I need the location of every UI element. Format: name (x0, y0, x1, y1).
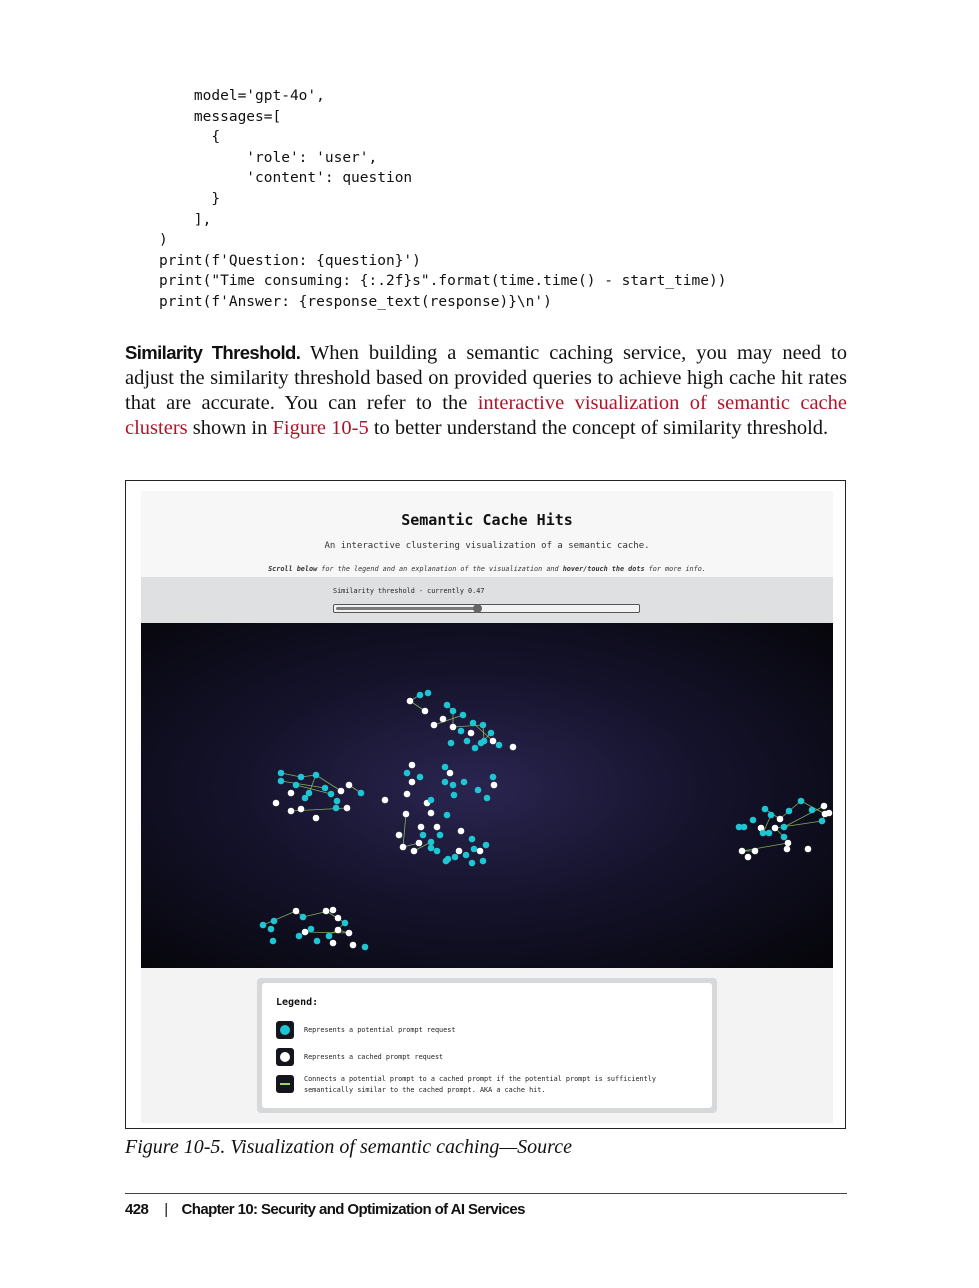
potential-prompt-dot[interactable] (471, 846, 478, 853)
legend-panel (262, 983, 712, 1108)
cluster-visualization (141, 623, 833, 968)
cache-hit-link (316, 775, 341, 791)
potential-prompt-dot[interactable] (478, 740, 485, 747)
potential-prompt-dot[interactable] (781, 834, 788, 841)
potential-prompt-dot[interactable] (271, 918, 278, 925)
potential-prompt-dot[interactable] (766, 830, 773, 837)
potential-prompt-dot[interactable] (444, 702, 451, 709)
code-line: ], (159, 211, 212, 228)
figure-title: Semantic Cache Hits (401, 511, 573, 529)
potential-prompt-dot[interactable] (296, 933, 303, 940)
cached-prompt-dot[interactable] (490, 738, 497, 745)
cached-prompt-dot[interactable] (510, 744, 517, 751)
paragraph-text: to better understand the concept of similarity threshold. (368, 417, 829, 439)
slider-label: Similarity threshold - currently 0.47 (333, 587, 485, 595)
legend-text: Represents a potential prompt request (304, 1026, 456, 1034)
cached-prompt-dot[interactable] (298, 806, 305, 813)
potential-prompt-dot[interactable] (328, 791, 335, 798)
cached-prompt-dot[interactable] (784, 846, 791, 853)
potential-prompt-dot[interactable] (496, 742, 503, 749)
cached-prompt-dot[interactable] (785, 840, 792, 847)
cached-prompt-dot[interactable] (293, 908, 300, 915)
cache-hit-link (742, 843, 788, 851)
cached-prompt-dot[interactable] (330, 940, 337, 947)
cached-prompt-dot[interactable] (422, 708, 429, 715)
body-paragraph (125, 340, 847, 441)
cached-prompt-dot[interactable] (404, 791, 411, 798)
note-emphasis: hover/touch the dots (562, 565, 645, 573)
cached-prompt-dot[interactable] (382, 797, 389, 804)
cached-prompt-dot[interactable] (338, 788, 345, 795)
potential-prompt-dot[interactable] (461, 779, 468, 786)
cached-prompt-dot[interactable] (346, 930, 353, 937)
cached-prompt-dot[interactable] (456, 848, 463, 855)
code-line: model='gpt-4o', (159, 88, 325, 104)
cached-prompt-dot[interactable] (396, 832, 403, 839)
cached-prompt-dot[interactable] (447, 770, 454, 777)
potential-prompt-dot[interactable] (460, 712, 467, 719)
potential-prompt-dot[interactable] (326, 933, 333, 940)
potential-prompt-dot[interactable] (483, 842, 490, 849)
potential-prompt-dot[interactable] (450, 708, 457, 715)
note-text: for more info. (644, 565, 706, 573)
footer-rule (125, 1193, 847, 1194)
cached-prompt-dot[interactable] (752, 848, 759, 855)
cache-hit-link (434, 715, 463, 725)
chapter-title: Chapter 10: Security and Optimization of AI Services (181, 1201, 525, 1218)
cached-prompt-dot[interactable] (450, 724, 457, 731)
potential-prompt-dot[interactable] (819, 818, 826, 825)
potential-prompt-dot[interactable] (809, 807, 816, 814)
page-footer (125, 1201, 525, 1218)
cached-prompt-dot[interactable] (416, 840, 423, 847)
figure-caption: Figure 10-5. Visualization of semantic caching—Source (125, 1136, 572, 1158)
potential-prompt-dot[interactable] (298, 774, 305, 781)
cached-prompt-dot[interactable] (477, 848, 484, 855)
potential-prompt-dot[interactable] (362, 944, 369, 951)
potential-prompt-dot[interactable] (300, 914, 307, 921)
potential-prompt-dot[interactable] (469, 836, 476, 843)
code-line: { (159, 129, 221, 146)
code-block (159, 86, 726, 313)
paragraph-text: shown in (187, 417, 273, 439)
potential-prompt-dot[interactable] (781, 824, 788, 831)
note-emphasis: Scroll below (268, 565, 318, 573)
cached-prompt-dot[interactable] (418, 824, 425, 831)
potential-prompt-dot[interactable] (760, 830, 767, 837)
cached-prompt-dot[interactable] (468, 730, 475, 737)
cached-prompt-dot[interactable] (350, 942, 357, 949)
legend-text: Connects a potential prompt to a cached prompt if the potential prompt is sufficiently semantically similar to the cached prompt. AKA a cache hit. (304, 1075, 656, 1094)
cached-prompt-dot[interactable] (346, 782, 353, 789)
legend-title: Legend: (276, 997, 319, 1008)
potential-prompt-dot[interactable] (358, 790, 365, 797)
code-line: 'content': question (159, 170, 413, 187)
potential-prompt-dot[interactable] (333, 805, 340, 812)
code-line: ) (159, 232, 168, 249)
potential-prompt-dot[interactable] (741, 824, 748, 831)
potential-prompt-dot[interactable] (451, 792, 458, 799)
cached-prompt-dot[interactable] (273, 800, 280, 807)
potential-prompt-dot[interactable] (470, 720, 477, 727)
potential-prompt-dot[interactable] (798, 798, 805, 805)
cached-prompt-dot[interactable] (821, 803, 828, 810)
potential-prompt-dot[interactable] (750, 817, 757, 824)
page-number: 428 (125, 1201, 149, 1218)
code-line: print(f'Answer: {response_text(response)}\n') (159, 293, 552, 310)
cached-prompt-dot[interactable] (805, 846, 812, 853)
figure-header (141, 491, 833, 577)
cached-prompt-dot[interactable] (440, 716, 447, 723)
potential-prompt-dot[interactable] (469, 860, 476, 867)
potential-prompt-dot[interactable] (302, 795, 309, 802)
potential-prompt-dot[interactable] (450, 782, 457, 789)
slider-thumb[interactable] (473, 604, 482, 613)
potential-prompt-dot[interactable] (293, 782, 300, 789)
visualization-link[interactable]: interactive visualization of semantic cache clusters (125, 392, 848, 439)
code-line: print("Time consuming: {:.2f}s".format(time.time() - start_time)) (159, 273, 727, 290)
footer-separator: | (164, 1201, 168, 1218)
potential-prompt-dot[interactable] (278, 778, 285, 785)
potential-prompt-dot[interactable] (786, 808, 793, 815)
code-line: } (159, 190, 221, 207)
potential-prompt-dot[interactable] (442, 764, 449, 771)
potential-prompt-dot[interactable] (448, 740, 455, 747)
paragraph-lead: Similarity Threshold. (125, 342, 301, 363)
cached-prompt-dot[interactable] (772, 825, 779, 832)
threshold-control (141, 577, 833, 623)
potential-prompt-dot[interactable] (434, 848, 441, 855)
cached-prompt-dot[interactable] (458, 828, 465, 835)
cluster-plot (141, 623, 833, 968)
potential-prompt-dot[interactable] (472, 745, 479, 752)
potential-prompt-icon (276, 1021, 294, 1039)
potential-prompt-dot[interactable] (484, 795, 491, 802)
legend-text: Represents a cached prompt request (304, 1053, 444, 1061)
potential-prompt-dot[interactable] (428, 845, 435, 852)
cached-prompt-dot[interactable] (407, 698, 414, 705)
potential-prompt-dot[interactable] (313, 772, 320, 779)
cached-prompt-dot[interactable] (313, 815, 320, 822)
potential-prompt-dot[interactable] (308, 926, 315, 933)
cached-prompt-dot[interactable] (745, 854, 752, 861)
potential-prompt-dot[interactable] (490, 774, 497, 781)
potential-prompt-dot[interactable] (417, 774, 424, 781)
potential-prompt-dot[interactable] (342, 920, 349, 927)
potential-prompt-dot[interactable] (428, 839, 435, 846)
cached-prompt-dot[interactable] (335, 927, 342, 934)
cached-prompt-dot[interactable] (777, 816, 784, 823)
cached-prompt-dot[interactable] (491, 782, 498, 789)
potential-prompt-dot[interactable] (437, 832, 444, 839)
potential-prompt-dot[interactable] (762, 806, 769, 813)
cached-prompt-dot[interactable] (400, 844, 407, 851)
code-line: messages=[ (159, 108, 282, 125)
potential-prompt-dot[interactable] (334, 798, 341, 805)
slider-fill (336, 607, 477, 610)
cached-prompt-dot[interactable] (302, 929, 309, 936)
cached-prompt-dot[interactable] (330, 907, 337, 914)
legend-box (257, 978, 717, 1113)
legend-area (141, 968, 833, 1123)
potential-prompt-dot[interactable] (480, 722, 487, 729)
cached-prompt-dot[interactable] (739, 848, 746, 855)
potential-prompt-dot[interactable] (417, 692, 424, 699)
cached-prompt-dot[interactable] (335, 915, 342, 922)
figure-reference-link[interactable]: Figure 10-5 (272, 417, 369, 439)
cache-hit-link (263, 911, 296, 925)
cached-prompt-dot[interactable] (428, 810, 435, 817)
potential-prompt-dot[interactable] (464, 738, 471, 745)
cached-prompt-dot[interactable] (826, 810, 833, 817)
cached-prompt-dot[interactable] (403, 811, 410, 818)
code-line: print(f'Question: {question}') (159, 252, 421, 269)
figure-frame (125, 480, 846, 1129)
note-text: for the legend and an explanation of the visualization and (317, 565, 563, 573)
cached-prompt-dot[interactable] (344, 805, 351, 812)
potential-prompt-dot[interactable] (314, 938, 321, 945)
potential-prompt-dot[interactable] (442, 779, 449, 786)
cache-hit-link-icon (276, 1075, 294, 1093)
potential-prompt-dot[interactable] (420, 832, 427, 839)
potential-prompt-dot[interactable] (768, 812, 775, 819)
cached-prompt-dot[interactable] (411, 848, 418, 855)
potential-prompt-dot[interactable] (322, 785, 329, 792)
cached-prompt-dot[interactable] (434, 824, 441, 831)
figure-subtitle: An interactive clustering visualization of a semantic cache. (324, 541, 650, 551)
cached-prompt-dot[interactable] (409, 762, 416, 769)
cached-prompt-dot[interactable] (431, 722, 438, 729)
cached-prompt-dot[interactable] (409, 779, 416, 786)
potential-prompt-dot[interactable] (425, 690, 432, 697)
cached-prompt-dot[interactable] (288, 808, 295, 815)
potential-prompt-dot[interactable] (458, 728, 465, 735)
potential-prompt-dot[interactable] (445, 856, 452, 863)
cache-hit-link (453, 725, 483, 727)
figure-instructions (141, 565, 833, 573)
potential-prompt-dot[interactable] (270, 938, 277, 945)
cache-hit-link (403, 814, 406, 847)
potential-prompt-dot[interactable] (463, 852, 470, 859)
potential-prompt-dot[interactable] (268, 926, 275, 933)
potential-prompt-dot[interactable] (452, 854, 459, 861)
potential-prompt-dot[interactable] (480, 858, 487, 865)
paragraph-text: When building a semantic caching service, you may need to adjust the similarity threshold based on provided queries to achieve high cache hit rates that are accurate. You can refer to the (125, 342, 847, 414)
code-line: 'role': 'user', (159, 149, 378, 166)
potential-prompt-dot[interactable] (260, 922, 267, 929)
potential-prompt-dot[interactable] (428, 797, 435, 804)
potential-prompt-dot[interactable] (444, 812, 451, 819)
similarity-slider[interactable] (333, 604, 640, 613)
cached-prompt-icon (276, 1048, 294, 1066)
cached-prompt-dot[interactable] (288, 790, 295, 797)
potential-prompt-dot[interactable] (488, 730, 495, 737)
potential-prompt-dot[interactable] (278, 770, 285, 777)
potential-prompt-dot[interactable] (404, 770, 411, 777)
cached-prompt-dot[interactable] (323, 908, 330, 915)
potential-prompt-dot[interactable] (475, 787, 482, 794)
